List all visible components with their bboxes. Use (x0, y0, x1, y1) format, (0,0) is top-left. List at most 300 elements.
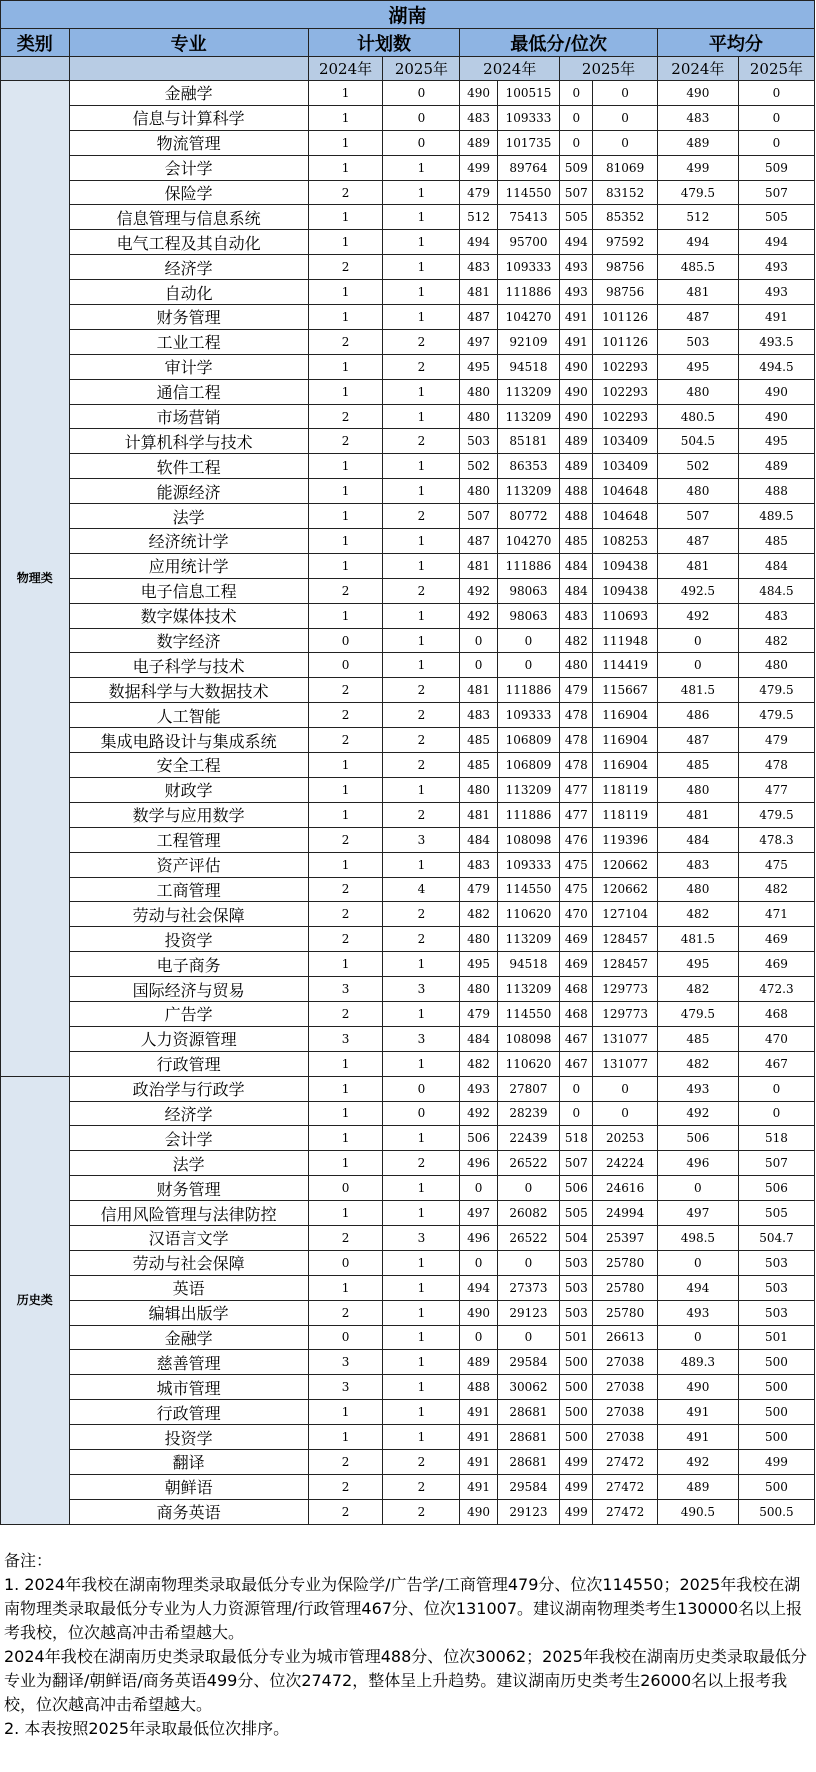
value-cell: 487 (460, 305, 497, 330)
value-cell: 0 (560, 1076, 593, 1101)
value-cell: 110693 (593, 603, 657, 628)
value-cell: 3 (383, 977, 460, 1002)
value-cell: 1 (383, 553, 460, 578)
value-cell: 3 (383, 827, 460, 852)
value-cell: 1 (308, 454, 383, 479)
value-cell: 482 (560, 628, 593, 653)
value-cell: 469 (738, 952, 814, 977)
major-cell: 广告学 (69, 1001, 308, 1026)
value-cell: 100515 (497, 81, 559, 106)
value-cell: 0 (308, 653, 383, 678)
major-cell: 编辑出版学 (69, 1300, 308, 1325)
value-cell: 102293 (593, 354, 657, 379)
value-cell: 1 (308, 130, 383, 155)
value-cell: 481.5 (657, 678, 738, 703)
value-cell: 481 (460, 678, 497, 703)
major-cell: 资产评估 (69, 852, 308, 877)
table-row (1, 81, 815, 106)
value-cell: 1 (383, 305, 460, 330)
value-cell: 489 (460, 1350, 497, 1375)
value-cell: 114550 (497, 877, 559, 902)
value-cell: 28681 (497, 1449, 559, 1474)
value-cell: 0 (560, 105, 593, 130)
value-cell: 484 (560, 553, 593, 578)
value-cell: 0 (460, 1250, 497, 1275)
major-cell: 朝鲜语 (69, 1474, 308, 1499)
notes (0, 1525, 816, 1741)
value-cell: 108098 (497, 827, 559, 852)
value-cell: 518 (738, 1126, 814, 1151)
value-cell: 2 (383, 354, 460, 379)
value-cell: 475 (560, 877, 593, 902)
value-cell: 494 (657, 230, 738, 255)
value-cell: 494.5 (738, 354, 814, 379)
value-cell: 22439 (497, 1126, 559, 1151)
value-cell: 0 (383, 130, 460, 155)
value-cell: 0 (738, 1101, 814, 1126)
value-cell: 507 (738, 180, 814, 205)
major-cell: 商务英语 (69, 1499, 308, 1524)
major-cell: 信用风险管理与法律防控 (69, 1201, 308, 1226)
major-cell: 工业工程 (69, 329, 308, 354)
value-cell: 98063 (497, 578, 559, 603)
value-cell: 507 (738, 1151, 814, 1176)
table-row (1, 827, 815, 852)
value-cell: 3 (383, 1026, 460, 1051)
value-cell: 1 (383, 404, 460, 429)
major-cell: 计算机科学与技术 (69, 429, 308, 454)
value-cell: 1 (383, 1375, 460, 1400)
table-title: 湖南 (1, 1, 815, 29)
table-row (1, 1201, 815, 1226)
value-cell: 0 (560, 81, 593, 106)
value-cell: 111886 (497, 802, 559, 827)
value-cell: 108253 (593, 529, 657, 554)
value-cell: 3 (308, 1375, 383, 1400)
value-cell: 485 (460, 753, 497, 778)
value-cell: 1 (308, 155, 383, 180)
value-cell: 497 (460, 329, 497, 354)
value-cell: 500 (560, 1425, 593, 1450)
value-cell: 110620 (497, 1051, 559, 1076)
value-cell: 128457 (593, 952, 657, 977)
value-cell: 493 (738, 280, 814, 305)
value-cell: 507 (657, 504, 738, 529)
value-cell: 481 (657, 280, 738, 305)
value-cell: 480 (460, 404, 497, 429)
value-cell: 491 (560, 329, 593, 354)
value-cell: 490 (560, 404, 593, 429)
table-row (1, 1325, 815, 1350)
table-row (1, 1001, 815, 1026)
value-cell: 2 (383, 578, 460, 603)
value-cell: 493.5 (738, 329, 814, 354)
value-cell: 491 (460, 1474, 497, 1499)
value-cell: 478.3 (738, 827, 814, 852)
table-row (1, 504, 815, 529)
value-cell: 109333 (497, 105, 559, 130)
table-row (1, 628, 815, 653)
value-cell: 29584 (497, 1350, 559, 1375)
value-cell: 1 (383, 1126, 460, 1151)
value-cell: 488 (460, 1375, 497, 1400)
value-cell: 500 (738, 1425, 814, 1450)
value-cell: 484.5 (738, 578, 814, 603)
major-cell: 安全工程 (69, 753, 308, 778)
value-cell: 0 (593, 130, 657, 155)
value-cell: 3 (308, 977, 383, 1002)
value-cell: 0 (497, 1325, 559, 1350)
note-physics: 1. 2024年我校在湖南物理类录取最低分专业为保险学/广告学/工商管理479分、位次114550；2025年我校在湖南物理类录取最低分专业为人力资源管理/行政管理467分、位次131007。建议湖南物理类考生130000名以上报考我校，位次越高冲击希望越大。 (4, 1574, 803, 1642)
value-cell: 2 (383, 429, 460, 454)
major-cell: 金融学 (69, 1325, 308, 1350)
value-cell: 486 (657, 703, 738, 728)
value-cell: 518 (560, 1126, 593, 1151)
value-cell: 487 (657, 305, 738, 330)
value-cell: 484 (738, 553, 814, 578)
value-cell: 3 (383, 1225, 460, 1250)
value-cell: 1 (308, 280, 383, 305)
value-cell: 1 (383, 1176, 460, 1201)
value-cell: 2 (308, 404, 383, 429)
value-cell: 0 (593, 1101, 657, 1126)
header-min-score-rank: 最低分/位次 (460, 29, 657, 57)
header-avg-2025: 2025年 (738, 57, 814, 81)
value-cell: 495 (738, 429, 814, 454)
value-cell: 106809 (497, 728, 559, 753)
major-cell: 工程管理 (69, 827, 308, 852)
value-cell: 491 (460, 1449, 497, 1474)
major-cell: 投资学 (69, 927, 308, 952)
value-cell: 472.3 (738, 977, 814, 1002)
value-cell: 1 (383, 1051, 460, 1076)
value-cell: 27038 (593, 1425, 657, 1450)
value-cell: 0 (460, 1176, 497, 1201)
value-cell: 1 (308, 379, 383, 404)
value-cell: 480 (657, 877, 738, 902)
value-cell: 493 (738, 255, 814, 280)
value-cell: 1 (383, 1425, 460, 1450)
value-cell: 114550 (497, 180, 559, 205)
value-cell: 468 (560, 977, 593, 1002)
value-cell: 496 (657, 1151, 738, 1176)
value-cell: 493 (560, 280, 593, 305)
value-cell: 24994 (593, 1201, 657, 1226)
value-cell: 503 (657, 329, 738, 354)
value-cell: 120662 (593, 852, 657, 877)
value-cell: 27472 (593, 1449, 657, 1474)
value-cell: 480 (657, 479, 738, 504)
value-cell: 482 (460, 1051, 497, 1076)
value-cell: 116904 (593, 703, 657, 728)
value-cell: 113209 (497, 927, 559, 952)
value-cell: 86353 (497, 454, 559, 479)
value-cell: 108098 (497, 1026, 559, 1051)
value-cell: 101735 (497, 130, 559, 155)
value-cell: 2 (308, 902, 383, 927)
value-cell: 1 (308, 1151, 383, 1176)
value-cell: 491 (460, 1400, 497, 1425)
value-cell: 479.5 (657, 1001, 738, 1026)
major-cell: 电子信息工程 (69, 578, 308, 603)
value-cell: 129773 (593, 977, 657, 1002)
header-min-2024: 2024年 (460, 57, 560, 81)
value-cell: 502 (460, 454, 497, 479)
value-cell: 29123 (497, 1499, 559, 1524)
value-cell: 28681 (497, 1425, 559, 1450)
value-cell: 1 (308, 1275, 383, 1300)
major-cell: 行政管理 (69, 1051, 308, 1076)
value-cell: 484 (460, 827, 497, 852)
value-cell: 504.7 (738, 1225, 814, 1250)
value-cell: 1 (308, 1076, 383, 1101)
value-cell: 479 (460, 1001, 497, 1026)
value-cell: 106809 (497, 753, 559, 778)
value-cell: 1 (308, 479, 383, 504)
table-row (1, 479, 815, 504)
value-cell: 483 (657, 852, 738, 877)
table-row (1, 753, 815, 778)
value-cell: 484 (560, 578, 593, 603)
value-cell: 512 (657, 205, 738, 230)
value-cell: 479.5 (738, 703, 814, 728)
value-cell: 493 (657, 1300, 738, 1325)
table-row (1, 1026, 815, 1051)
value-cell: 481 (460, 553, 497, 578)
table-row (1, 877, 815, 902)
table-row (1, 1151, 815, 1176)
value-cell: 30062 (497, 1375, 559, 1400)
value-cell: 500 (560, 1375, 593, 1400)
major-cell: 信息管理与信息系统 (69, 205, 308, 230)
value-cell: 1 (383, 255, 460, 280)
table-row (1, 1474, 815, 1499)
header-major: 专业 (69, 29, 308, 57)
value-cell: 109333 (497, 852, 559, 877)
major-cell: 翻译 (69, 1449, 308, 1474)
value-cell: 0 (460, 1325, 497, 1350)
value-cell: 26082 (497, 1201, 559, 1226)
table-row (1, 1225, 815, 1250)
value-cell: 26522 (497, 1151, 559, 1176)
value-cell: 501 (738, 1325, 814, 1350)
table-row (1, 354, 815, 379)
value-cell: 487 (657, 728, 738, 753)
value-cell: 102293 (593, 379, 657, 404)
table-row (1, 1126, 815, 1151)
table-row (1, 379, 815, 404)
value-cell: 1 (308, 952, 383, 977)
header-plan-2025: 2025年 (383, 57, 460, 81)
category-cell: 物理类 (1, 81, 70, 1077)
value-cell: 492 (460, 603, 497, 628)
major-cell: 法学 (69, 504, 308, 529)
value-cell: 471 (738, 902, 814, 927)
value-cell: 490.5 (657, 1499, 738, 1524)
value-cell: 484 (460, 1026, 497, 1051)
value-cell: 503 (738, 1300, 814, 1325)
value-cell: 491 (657, 1425, 738, 1450)
value-cell: 0 (738, 81, 814, 106)
value-cell: 480 (657, 777, 738, 802)
value-cell: 2 (383, 1474, 460, 1499)
value-cell: 2 (308, 678, 383, 703)
value-cell: 492 (657, 1449, 738, 1474)
value-cell: 504.5 (657, 429, 738, 454)
value-cell: 104270 (497, 529, 559, 554)
table-row (1, 1250, 815, 1275)
value-cell: 478 (560, 728, 593, 753)
table-row (1, 553, 815, 578)
value-cell: 27472 (593, 1499, 657, 1524)
table-row (1, 329, 815, 354)
value-cell: 0 (497, 653, 559, 678)
value-cell: 1 (383, 1201, 460, 1226)
value-cell: 2 (308, 1449, 383, 1474)
value-cell: 488 (560, 504, 593, 529)
value-cell: 2 (383, 1449, 460, 1474)
value-cell: 2 (308, 728, 383, 753)
table-row (1, 952, 815, 977)
value-cell: 489 (460, 130, 497, 155)
major-cell: 金融学 (69, 81, 308, 106)
value-cell: 482 (460, 902, 497, 927)
value-cell: 25780 (593, 1300, 657, 1325)
value-cell: 0 (383, 1101, 460, 1126)
value-cell: 506 (738, 1176, 814, 1201)
value-cell: 489 (738, 454, 814, 479)
value-cell: 479.5 (738, 802, 814, 827)
major-cell: 应用统计学 (69, 553, 308, 578)
value-cell: 504 (560, 1225, 593, 1250)
value-cell: 0 (460, 653, 497, 678)
value-cell: 1 (383, 1250, 460, 1275)
value-cell: 492 (460, 578, 497, 603)
value-cell: 1 (308, 777, 383, 802)
value-cell: 509 (738, 155, 814, 180)
value-cell: 1 (383, 653, 460, 678)
value-cell: 2 (383, 329, 460, 354)
value-cell: 131077 (593, 1026, 657, 1051)
value-cell: 509 (560, 155, 593, 180)
value-cell: 2 (308, 1499, 383, 1524)
value-cell: 497 (460, 1201, 497, 1226)
major-cell: 通信工程 (69, 379, 308, 404)
value-cell: 0 (657, 1325, 738, 1350)
value-cell: 482 (657, 902, 738, 927)
table-row (1, 230, 815, 255)
value-cell: 499 (657, 155, 738, 180)
value-cell: 482 (657, 977, 738, 1002)
value-cell: 490 (460, 1300, 497, 1325)
value-cell: 505 (560, 1201, 593, 1226)
value-cell: 481 (657, 802, 738, 827)
table-row (1, 180, 815, 205)
value-cell: 490 (560, 354, 593, 379)
value-cell: 98756 (593, 280, 657, 305)
value-cell: 487 (460, 529, 497, 554)
value-cell: 0 (308, 628, 383, 653)
value-cell: 1 (308, 230, 383, 255)
value-cell: 503 (560, 1275, 593, 1300)
value-cell: 1 (308, 1400, 383, 1425)
header-average: 平均分 (657, 29, 814, 57)
value-cell: 500.5 (738, 1499, 814, 1524)
value-cell: 483 (560, 603, 593, 628)
notes-heading: 备注： (4, 1550, 53, 1570)
value-cell: 483 (460, 703, 497, 728)
value-cell: 1 (308, 753, 383, 778)
value-cell: 1 (308, 802, 383, 827)
value-cell: 475 (738, 852, 814, 877)
value-cell: 114550 (497, 1001, 559, 1026)
value-cell: 24616 (593, 1176, 657, 1201)
value-cell: 479 (460, 877, 497, 902)
value-cell: 503 (560, 1300, 593, 1325)
value-cell: 1 (308, 529, 383, 554)
table-row (1, 205, 815, 230)
table-row (1, 927, 815, 952)
value-cell: 477 (560, 777, 593, 802)
value-cell: 494 (460, 230, 497, 255)
value-cell: 26613 (593, 1325, 657, 1350)
value-cell: 0 (657, 1176, 738, 1201)
value-cell: 0 (657, 628, 738, 653)
value-cell: 116904 (593, 728, 657, 753)
value-cell: 492.5 (657, 578, 738, 603)
value-cell: 2 (308, 927, 383, 952)
value-cell: 479 (738, 728, 814, 753)
value-cell: 468 (560, 1001, 593, 1026)
value-cell: 113209 (497, 379, 559, 404)
value-cell: 503 (738, 1250, 814, 1275)
value-cell: 493 (657, 1076, 738, 1101)
value-cell: 0 (497, 1250, 559, 1275)
value-cell: 490 (738, 379, 814, 404)
value-cell: 103409 (593, 429, 657, 454)
value-cell: 1 (308, 852, 383, 877)
value-cell: 493 (560, 255, 593, 280)
major-cell: 投资学 (69, 1425, 308, 1450)
value-cell: 1 (383, 1300, 460, 1325)
value-cell: 507 (560, 180, 593, 205)
value-cell: 2 (308, 1474, 383, 1499)
table-row (1, 802, 815, 827)
value-cell: 495 (460, 354, 497, 379)
value-cell: 481.5 (657, 927, 738, 952)
major-cell: 数字经济 (69, 628, 308, 653)
value-cell: 497 (657, 1201, 738, 1226)
table-row (1, 1400, 815, 1425)
value-cell: 491 (560, 305, 593, 330)
value-cell: 494 (560, 230, 593, 255)
value-cell: 118119 (593, 802, 657, 827)
value-cell: 482 (738, 628, 814, 653)
value-cell: 480 (460, 479, 497, 504)
value-cell: 111948 (593, 628, 657, 653)
value-cell: 2 (308, 1001, 383, 1026)
value-cell: 129773 (593, 1001, 657, 1026)
value-cell: 2 (308, 429, 383, 454)
value-cell: 1 (383, 379, 460, 404)
value-cell: 104648 (593, 504, 657, 529)
value-cell: 492 (657, 1101, 738, 1126)
value-cell: 3 (308, 1026, 383, 1051)
value-cell: 29584 (497, 1474, 559, 1499)
value-cell: 2 (383, 902, 460, 927)
value-cell: 0 (738, 105, 814, 130)
value-cell: 1 (383, 628, 460, 653)
